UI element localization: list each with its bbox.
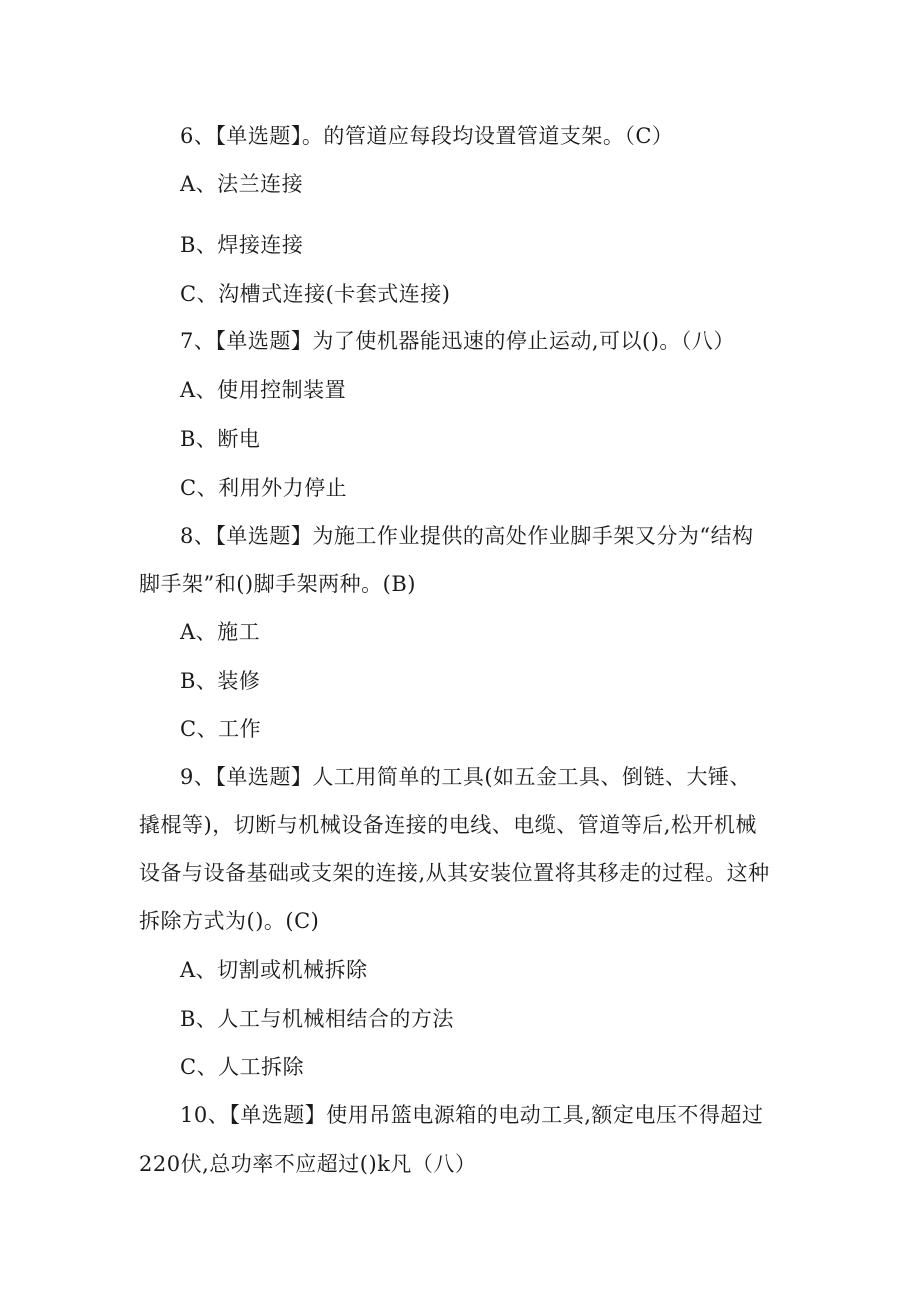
question-9-stem-line-4: 拆除方式为()。(C) [139,909,320,933]
question-9-stem-line-3: 设备与设备基础或支架的连接,从其安装位置将其移走的过程。这种 [139,861,770,885]
question-7-option-b: B、断电 [180,427,261,451]
question-8-option-b: B、装修 [180,669,261,693]
question-6-option-b: B、焊接连接 [180,233,304,257]
question-9-option-a: A、切割或机械拆除 [180,958,368,982]
question-6-option-c: C、沟槽式连接(卡套式连接) [180,282,451,306]
question-7-option-c: C、利用外力停止 [180,476,348,500]
question-9-option-b: B、人工与机械相结合的方法 [180,1007,454,1031]
question-8-option-a: A、施工 [180,620,261,644]
question-8-stem-line-2: 脚手架”和()脚手架两种。(B) [139,572,416,596]
question-9-stem-line-2: 撬棍等)，切断与机械设备连接的电线、电缆、管道等后,松开机械 [139,813,757,837]
question-9-stem-line-1: 9、【单选题】人工用简单的工具(如五金工具、倒链、大锤、 [180,765,752,789]
question-6-stem: 6、【单选题】。的管道应每段均设置管道支架。（C） [180,124,674,148]
question-6-option-a: A、法兰连接 [180,172,304,196]
question-10-stem-line-2: 220伏,总功率不应超过()k凡（八） [139,1152,477,1176]
question-10-stem-line-1: 10、【单选题】使用吊篮电源箱的电动工具,额定电压不得超过 [180,1103,764,1127]
question-7-option-a: A、使用控制装置 [180,378,347,402]
question-8-stem-line-1: 8、【单选题】为施工作业提供的高处作业脚手架又分为“结构 [180,524,754,548]
question-7-stem: 7、【单选题】为了使机器能迅速的停止运动,可以()。（八） [180,329,735,353]
question-9-option-c: C、人工拆除 [180,1055,305,1079]
question-8-option-c: C、工作 [180,717,262,741]
